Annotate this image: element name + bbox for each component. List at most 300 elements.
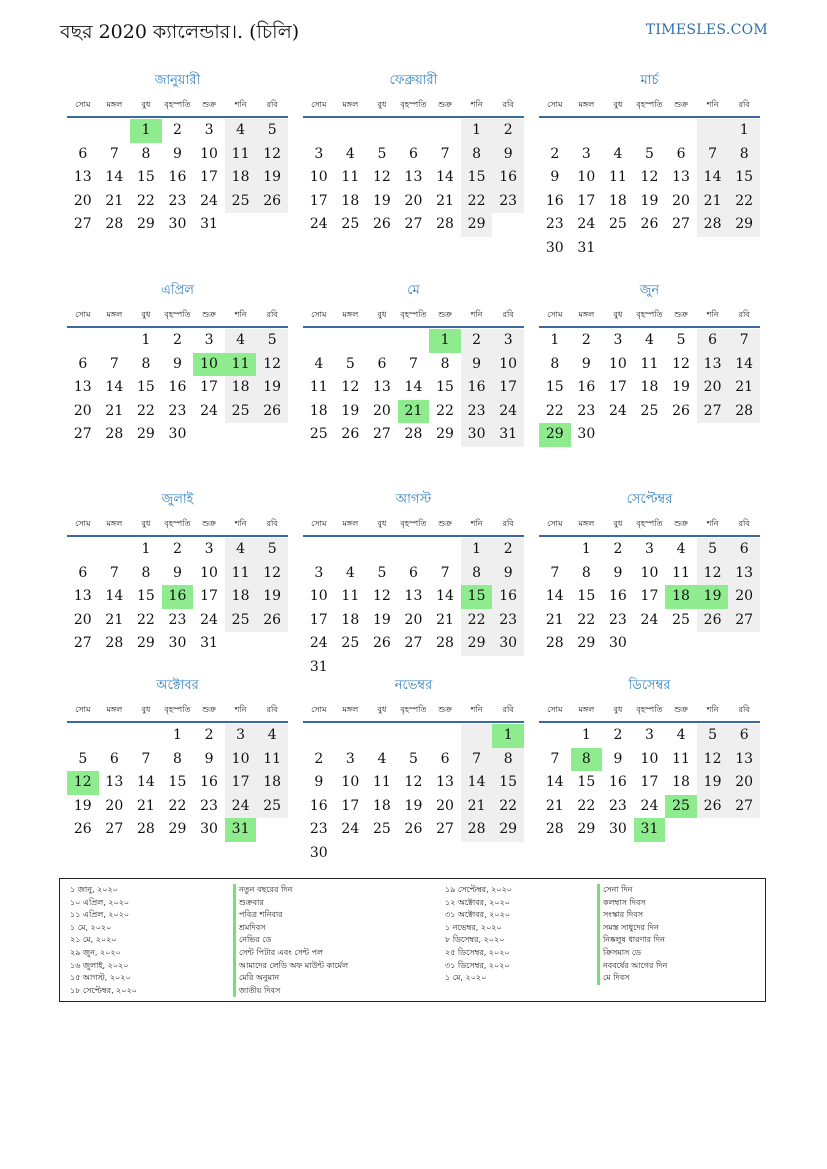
day-cell[interactable]: 6 — [109, 750, 119, 767]
day-cell[interactable]: 23 — [492, 190, 524, 214]
day-cell[interactable]: 4 — [676, 541, 686, 557]
day-cell[interactable]: 1 — [492, 724, 524, 748]
day-cell[interactable]: 25 — [225, 400, 257, 424]
day-cell[interactable]: 14 — [461, 771, 493, 795]
day-cell[interactable]: 16 — [608, 588, 627, 604]
day-cell[interactable]: 10 — [200, 145, 218, 162]
day-cell[interactable]: 2 — [173, 541, 182, 557]
day-cell[interactable]: 21 — [436, 192, 454, 209]
day-cell[interactable]: 4 — [225, 119, 257, 143]
day-cell[interactable]: 3 — [204, 122, 214, 138]
day-cell[interactable]: 13 — [728, 562, 760, 586]
day-cell[interactable]: 24 — [200, 192, 218, 209]
day-cell[interactable]: 6 — [377, 355, 387, 372]
day-cell[interactable]: 7 — [440, 145, 450, 162]
day-cell[interactable]: 18 — [672, 774, 690, 790]
day-cell[interactable]: 2 — [550, 145, 560, 162]
day-cell[interactable]: 15 — [136, 379, 155, 395]
day-cell[interactable]: 26 — [640, 216, 659, 232]
day-cell[interactable]: 1 — [130, 119, 162, 143]
day-cell[interactable]: 14 — [728, 353, 760, 377]
day-cell[interactable]: 4 — [345, 564, 355, 581]
day-cell[interactable]: 6 — [728, 724, 760, 748]
day-cell[interactable]: 12 — [256, 143, 288, 167]
day-cell[interactable]: 19 — [372, 192, 391, 209]
day-cell[interactable]: 7 — [141, 750, 151, 767]
day-cell[interactable]: 9 — [173, 355, 182, 372]
day-cell[interactable]: 21 — [461, 795, 493, 819]
day-cell[interactable]: 3 — [492, 329, 524, 353]
day-cell[interactable]: 17 — [608, 379, 627, 395]
day-cell[interactable]: 24 — [200, 402, 218, 419]
day-cell[interactable]: 11 — [256, 748, 288, 772]
day-cell[interactable]: 24 — [640, 797, 659, 814]
day-cell[interactable]: 27 — [436, 821, 454, 837]
day-cell[interactable]: 10 — [608, 355, 627, 372]
day-cell[interactable]: 4 — [345, 145, 355, 162]
day-cell[interactable]: 25 — [225, 190, 257, 214]
day-cell[interactable]: 17 — [309, 192, 328, 209]
day-cell[interactable]: 23 — [168, 192, 187, 209]
day-cell[interactable]: 10 — [341, 774, 360, 790]
day-cell[interactable]: 4 — [676, 727, 686, 743]
day-cell[interactable]: 30 — [492, 632, 524, 656]
day-cell[interactable]: 17 — [309, 611, 328, 628]
day-cell[interactable]: 18 — [256, 771, 288, 795]
day-cell[interactable]: 26 — [372, 216, 391, 232]
day-cell[interactable]: 16 — [492, 585, 524, 609]
day-cell[interactable]: 27 — [697, 400, 729, 424]
day-cell[interactable]: 29 — [136, 216, 155, 232]
day-cell[interactable]: 8 — [141, 564, 151, 581]
day-cell[interactable]: 7 — [109, 355, 119, 372]
day-cell[interactable]: 28 — [697, 213, 729, 237]
day-cell[interactable]: 31 — [200, 216, 218, 232]
day-cell[interactable]: 28 — [461, 818, 493, 842]
day-cell[interactable]: 19 — [372, 611, 391, 628]
day-cell[interactable]: 13 — [404, 588, 423, 604]
day-cell[interactable]: 4 — [314, 355, 324, 372]
day-cell[interactable]: 3 — [314, 145, 324, 162]
day-cell[interactable]: 26 — [404, 821, 423, 837]
day-cell[interactable]: 22 — [136, 402, 155, 419]
day-cell[interactable]: 22 — [728, 190, 760, 214]
day-cell[interactable]: 2 — [581, 332, 591, 348]
day-cell[interactable]: 6 — [78, 355, 88, 372]
day-cell[interactable]: 18 — [341, 611, 360, 628]
day-cell[interactable]: 5 — [256, 119, 288, 143]
day-cell[interactable]: 9 — [492, 562, 524, 586]
day-cell[interactable]: 18 — [341, 192, 360, 209]
day-cell[interactable]: 23 — [545, 216, 564, 232]
day-cell[interactable]: 14 — [545, 588, 564, 604]
day-cell[interactable]: 10 — [225, 748, 257, 772]
day-cell[interactable]: 5 — [377, 145, 387, 162]
day-cell[interactable]: 18 — [372, 797, 391, 814]
day-cell[interactable]: 13 — [73, 169, 92, 185]
day-cell[interactable]: 15 — [577, 774, 596, 790]
day-cell[interactable]: 23 — [492, 609, 524, 633]
day-cell[interactable]: 28 — [404, 426, 423, 442]
day-cell[interactable]: 22 — [461, 609, 493, 633]
day-cell[interactable]: 31 — [309, 658, 328, 675]
day-cell[interactable]: 22 — [168, 797, 187, 814]
day-cell[interactable]: 24 — [341, 821, 360, 837]
day-cell[interactable]: 1 — [728, 119, 760, 143]
day-cell[interactable]: 11 — [225, 143, 257, 167]
day-cell[interactable]: 25 — [341, 635, 360, 651]
day-cell[interactable]: 5 — [256, 329, 288, 353]
day-cell[interactable]: 7 — [461, 748, 493, 772]
day-cell[interactable]: 29 — [728, 213, 760, 237]
day-cell[interactable]: 6 — [409, 564, 418, 581]
day-cell[interactable]: 8 — [571, 748, 603, 772]
day-cell[interactable]: 1 — [461, 538, 493, 562]
day-cell[interactable]: 30 — [608, 821, 627, 837]
day-cell[interactable]: 5 — [645, 145, 654, 162]
day-cell[interactable]: 7 — [109, 564, 119, 581]
day-cell[interactable]: 27 — [105, 821, 124, 837]
day-cell[interactable]: 2 — [492, 119, 524, 143]
day-cell[interactable]: 20 — [728, 771, 760, 795]
day-cell[interactable]: 3 — [204, 332, 214, 348]
day-cell[interactable]: 1 — [141, 332, 151, 348]
day-cell[interactable]: 20 — [73, 611, 92, 628]
day-cell[interactable]: 15 — [136, 169, 155, 185]
day-cell[interactable]: 16 — [492, 166, 524, 190]
day-cell[interactable]: 8 — [461, 143, 493, 167]
day-cell[interactable]: 10 — [640, 564, 659, 581]
day-cell[interactable]: 29 — [577, 635, 596, 651]
day-cell[interactable]: 18 — [640, 379, 659, 395]
day-cell[interactable]: 16 — [461, 376, 493, 400]
day-cell[interactable]: 20 — [73, 192, 92, 209]
day-cell[interactable]: 29 — [492, 818, 524, 842]
day-cell[interactable]: 28 — [136, 821, 155, 837]
day-cell[interactable]: 14 — [105, 169, 124, 185]
day-cell[interactable]: 11 — [309, 379, 328, 395]
day-cell[interactable]: 2 — [173, 122, 182, 138]
day-cell[interactable]: 12 — [256, 562, 288, 586]
day-cell[interactable]: 19 — [341, 402, 360, 419]
day-cell[interactable]: 5 — [409, 750, 418, 767]
day-cell[interactable]: 19 — [672, 379, 690, 395]
day-cell[interactable]: 19 — [73, 797, 92, 814]
day-cell[interactable]: 30 — [168, 426, 187, 442]
day-cell[interactable]: 26 — [256, 400, 288, 424]
day-cell[interactable]: 8 — [141, 355, 151, 372]
day-cell[interactable]: 9 — [613, 750, 623, 767]
day-cell[interactable]: 18 — [608, 192, 627, 209]
day-cell[interactable]: 8 — [728, 143, 760, 167]
day-cell[interactable]: 20 — [404, 192, 423, 209]
day-cell[interactable]: 6 — [440, 750, 450, 767]
day-cell[interactable]: 12 — [372, 169, 391, 185]
day-cell[interactable]: 30 — [168, 635, 187, 651]
day-cell[interactable]: 31 — [200, 635, 218, 651]
day-cell[interactable]: 17 — [341, 797, 360, 814]
day-cell[interactable]: 19 — [256, 585, 288, 609]
day-cell[interactable]: 16 — [168, 379, 187, 395]
day-cell[interactable]: 22 — [577, 611, 596, 628]
day-cell[interactable]: 11 — [608, 169, 627, 185]
day-cell[interactable]: 25 — [309, 426, 328, 442]
day-cell[interactable]: 20 — [697, 376, 729, 400]
day-cell[interactable]: 1 — [581, 727, 591, 743]
day-cell[interactable]: 13 — [73, 379, 92, 395]
day-cell[interactable]: 15 — [545, 379, 564, 395]
day-cell[interactable]: 1 — [173, 727, 182, 743]
day-cell[interactable]: 9 — [550, 169, 560, 185]
day-cell[interactable]: 5 — [676, 332, 686, 348]
day-cell[interactable]: 12 — [672, 355, 690, 372]
day-cell[interactable]: 9 — [204, 750, 214, 767]
day-cell[interactable]: 7 — [109, 145, 119, 162]
day-cell[interactable]: 17 — [640, 588, 659, 604]
day-cell[interactable]: 13 — [728, 748, 760, 772]
day-cell[interactable]: 24 — [309, 635, 328, 651]
day-cell[interactable]: 23 — [168, 402, 187, 419]
day-cell[interactable]: 7 — [728, 329, 760, 353]
day-cell[interactable]: 24 — [640, 611, 659, 628]
day-cell[interactable]: 21 — [136, 797, 155, 814]
day-cell[interactable]: 14 — [545, 774, 564, 790]
day-cell[interactable]: 2 — [613, 541, 623, 557]
day-cell[interactable]: 16 — [200, 774, 218, 790]
day-cell[interactable]: 8 — [550, 355, 560, 372]
day-cell[interactable]: 19 — [697, 771, 729, 795]
day-cell[interactable]: 23 — [577, 402, 596, 419]
day-cell[interactable]: 18 — [225, 585, 257, 609]
day-cell[interactable]: 11 — [341, 588, 360, 604]
day-cell[interactable]: 11 — [225, 353, 257, 377]
day-cell[interactable]: 24 — [309, 216, 328, 232]
day-cell[interactable]: 27 — [728, 795, 760, 819]
day-cell[interactable]: 21 — [545, 611, 564, 628]
day-cell[interactable]: 10 — [640, 750, 659, 767]
day-cell[interactable]: 2 — [173, 332, 182, 348]
day-cell[interactable]: 26 — [256, 609, 288, 633]
day-cell[interactable]: 3 — [613, 332, 623, 348]
day-cell[interactable]: 21 — [728, 376, 760, 400]
day-cell[interactable]: 3 — [225, 724, 257, 748]
day-cell[interactable]: 9 — [492, 143, 524, 167]
day-cell[interactable]: 10 — [193, 353, 225, 377]
day-cell[interactable]: 30 — [309, 844, 328, 861]
day-cell[interactable]: 25 — [225, 609, 257, 633]
day-cell[interactable]: 21 — [436, 611, 454, 628]
day-cell[interactable]: 29 — [136, 426, 155, 442]
day-cell[interactable]: 26 — [73, 821, 92, 837]
day-cell[interactable]: 17 — [492, 376, 524, 400]
day-cell[interactable]: 6 — [409, 145, 418, 162]
day-cell[interactable]: 28 — [545, 635, 564, 651]
day-cell[interactable]: 4 — [225, 538, 257, 562]
day-cell[interactable]: 22 — [492, 795, 524, 819]
day-cell[interactable]: 28 — [436, 216, 454, 232]
day-cell[interactable]: 6 — [697, 329, 729, 353]
day-cell[interactable]: 29 — [461, 632, 493, 656]
day-cell[interactable]: 14 — [136, 774, 155, 790]
day-cell[interactable]: 30 — [608, 635, 627, 651]
day-cell[interactable]: 1 — [461, 119, 493, 143]
day-cell[interactable]: 13 — [105, 774, 124, 790]
day-cell[interactable]: 17 — [225, 771, 257, 795]
day-cell[interactable]: 22 — [577, 797, 596, 814]
day-cell[interactable]: 15 — [461, 585, 493, 609]
day-cell[interactable]: 30 — [461, 423, 493, 447]
day-cell[interactable]: 14 — [436, 169, 454, 185]
day-cell[interactable]: 12 — [697, 562, 729, 586]
day-cell[interactable]: 1 — [550, 332, 560, 348]
day-cell[interactable]: 19 — [697, 585, 729, 609]
day-cell[interactable]: 8 — [173, 750, 182, 767]
day-cell[interactable]: 29 — [577, 821, 596, 837]
day-cell[interactable]: 6 — [728, 538, 760, 562]
day-cell[interactable]: 23 — [309, 821, 328, 837]
day-cell[interactable]: 13 — [672, 169, 690, 185]
day-cell[interactable]: 7 — [697, 143, 729, 167]
day-cell[interactable]: 30 — [577, 426, 596, 442]
day-cell[interactable]: 15 — [577, 588, 596, 604]
day-cell[interactable]: 30 — [168, 216, 187, 232]
day-cell[interactable]: 14 — [105, 379, 124, 395]
day-cell[interactable]: 19 — [640, 192, 659, 209]
day-cell[interactable]: 25 — [665, 795, 697, 819]
day-cell[interactable]: 21 — [105, 611, 124, 628]
day-cell[interactable]: 1 — [581, 541, 591, 557]
day-cell[interactable]: 10 — [309, 588, 328, 604]
day-cell[interactable]: 20 — [105, 797, 124, 814]
day-cell[interactable]: 9 — [173, 145, 182, 162]
day-cell[interactable]: 7 — [440, 564, 450, 581]
day-cell[interactable]: 23 — [200, 797, 218, 814]
day-cell[interactable]: 8 — [581, 564, 591, 581]
day-cell[interactable]: 20 — [404, 611, 423, 628]
day-cell[interactable]: 15 — [168, 774, 187, 790]
day-cell[interactable]: 15 — [728, 166, 760, 190]
day-cell[interactable]: 13 — [697, 353, 729, 377]
day-cell[interactable]: 29 — [436, 426, 454, 442]
day-cell[interactable]: 10 — [577, 169, 596, 185]
day-cell[interactable]: 8 — [141, 145, 151, 162]
day-cell[interactable]: 26 — [697, 795, 729, 819]
day-cell[interactable]: 17 — [200, 169, 218, 185]
day-cell[interactable]: 26 — [256, 190, 288, 214]
day-cell[interactable]: 27 — [728, 609, 760, 633]
day-cell[interactable]: 12 — [640, 169, 659, 185]
day-cell[interactable]: 27 — [73, 635, 92, 651]
day-cell[interactable]: 6 — [78, 145, 88, 162]
day-cell[interactable]: 25 — [640, 402, 659, 419]
day-cell[interactable]: 23 — [461, 400, 493, 424]
day-cell[interactable]: 4 — [613, 145, 623, 162]
day-cell[interactable]: 18 — [309, 402, 328, 419]
day-cell[interactable]: 5 — [377, 564, 387, 581]
day-cell[interactable]: 23 — [608, 797, 627, 814]
day-cell[interactable]: 24 — [608, 402, 627, 419]
day-cell[interactable]: 1 — [141, 541, 151, 557]
day-cell[interactable]: 14 — [436, 588, 454, 604]
day-cell[interactable]: 4 — [645, 332, 654, 348]
day-cell[interactable]: 11 — [640, 355, 659, 372]
day-cell[interactable]: 17 — [200, 588, 218, 604]
day-cell[interactable]: 16 — [577, 379, 596, 395]
day-cell[interactable]: 3 — [645, 727, 654, 743]
day-cell[interactable]: 20 — [73, 402, 92, 419]
day-cell[interactable]: 10 — [309, 169, 328, 185]
day-cell[interactable]: 12 — [67, 771, 99, 795]
day-cell[interactable]: 6 — [78, 564, 88, 581]
day-cell[interactable]: 5 — [697, 538, 729, 562]
day-cell[interactable]: 28 — [436, 635, 454, 651]
day-cell[interactable]: 12 — [372, 588, 391, 604]
day-cell[interactable]: 17 — [640, 774, 659, 790]
day-cell[interactable]: 16 — [608, 774, 627, 790]
day-cell[interactable]: 31 — [577, 239, 596, 256]
day-cell[interactable]: 7 — [550, 564, 560, 581]
day-cell[interactable]: 18 — [665, 585, 697, 609]
day-cell[interactable]: 26 — [697, 609, 729, 633]
day-cell[interactable]: 16 — [309, 797, 328, 814]
day-cell[interactable]: 2 — [461, 329, 493, 353]
day-cell[interactable]: 14 — [105, 588, 124, 604]
day-cell[interactable]: 9 — [173, 564, 182, 581]
day-cell[interactable]: 13 — [73, 588, 92, 604]
day-cell[interactable]: 5 — [697, 724, 729, 748]
day-cell[interactable]: 20 — [672, 192, 690, 209]
day-cell[interactable]: 3 — [314, 564, 324, 581]
day-cell[interactable]: 12 — [256, 353, 288, 377]
day-cell[interactable]: 11 — [225, 562, 257, 586]
day-cell[interactable]: 9 — [314, 774, 324, 790]
day-cell[interactable]: 25 — [672, 611, 690, 628]
day-cell[interactable]: 28 — [105, 635, 124, 651]
day-cell[interactable]: 28 — [545, 821, 564, 837]
day-cell[interactable]: 19 — [256, 376, 288, 400]
day-cell[interactable]: 23 — [168, 611, 187, 628]
day-cell[interactable]: 16 — [545, 192, 564, 209]
day-cell[interactable]: 10 — [200, 564, 218, 581]
day-cell[interactable]: 27 — [672, 216, 690, 232]
day-cell[interactable]: 31 — [225, 818, 257, 842]
day-cell[interactable]: 28 — [105, 216, 124, 232]
day-cell[interactable]: 15 — [436, 379, 454, 395]
day-cell[interactable]: 28 — [728, 400, 760, 424]
day-cell[interactable]: 2 — [492, 538, 524, 562]
day-cell[interactable]: 14 — [404, 379, 423, 395]
day-cell[interactable]: 16 — [162, 585, 194, 609]
day-cell[interactable]: 17 — [200, 379, 218, 395]
day-cell[interactable]: 25 — [372, 821, 391, 837]
day-cell[interactable]: 12 — [697, 748, 729, 772]
day-cell[interactable]: 8 — [492, 748, 524, 772]
day-cell[interactable]: 29 — [136, 635, 155, 651]
day-cell[interactable]: 9 — [581, 355, 591, 372]
day-cell[interactable]: 7 — [550, 750, 560, 767]
day-cell[interactable]: 4 — [377, 750, 387, 767]
day-cell[interactable]: 13 — [372, 379, 391, 395]
day-cell[interactable]: 27 — [404, 216, 423, 232]
day-cell[interactable]: 18 — [225, 376, 257, 400]
day-cell[interactable]: 21 — [697, 190, 729, 214]
day-cell[interactable]: 13 — [404, 169, 423, 185]
day-cell[interactable]: 17 — [577, 192, 596, 209]
day-cell[interactable]: 22 — [545, 402, 564, 419]
day-cell[interactable]: 19 — [404, 797, 423, 814]
day-cell[interactable]: 15 — [461, 166, 493, 190]
day-cell[interactable]: 5 — [256, 538, 288, 562]
